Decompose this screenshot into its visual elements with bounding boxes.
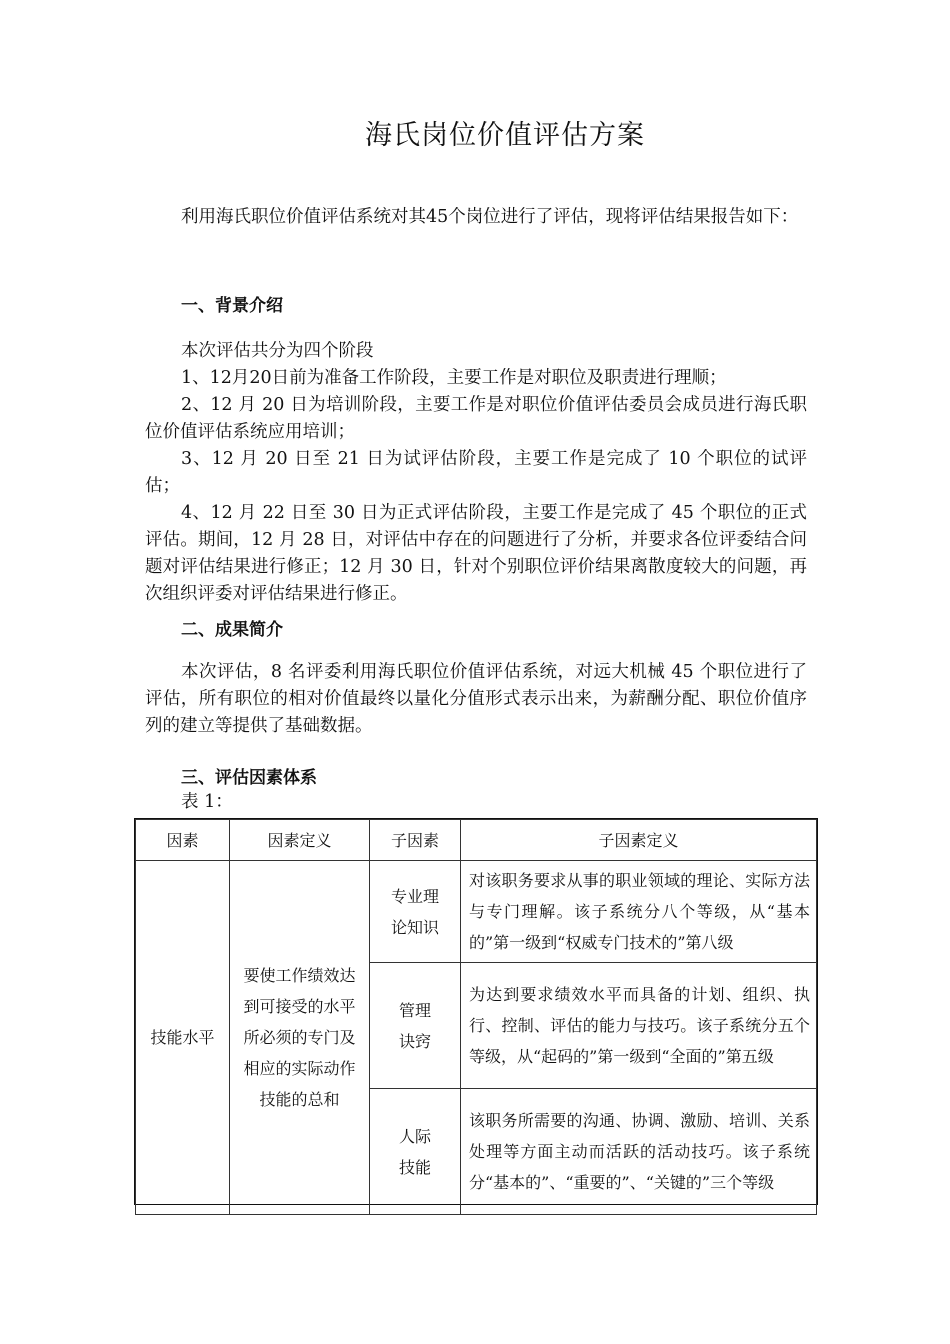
header-factor: 因素	[136, 820, 230, 861]
sub-factor-definition-cell: 为达到要求绩效水平而具备的计划、组织、执行、控制、评估的能力与技巧。该子系统分五个等级，从“起码的”第一级到“全面的”第五级	[461, 963, 817, 1089]
results-paragraph: 本次评估，8 名评委利用海氏职位价值评估系统，对远大机械 45 个职位进行了评估，所有职位的相对价值最终以量化分值形式表示出来，为薪酬分配、职位价值序列的建立等提供了基础数据。	[145, 662, 807, 736]
factor-definition-line: 所必须的专门及	[243, 1028, 356, 1047]
intro-paragraph: 利用海氏职位价值评估系统对其45个岗位进行了评估，现将评估结果报告如下：	[181, 207, 799, 227]
sub-factor-line: 专业理	[390, 886, 439, 906]
sub-factor-line: 论知识	[390, 917, 439, 937]
sub-factor-cell	[370, 963, 461, 1089]
factor-definition-line: 到可接受的水平	[243, 997, 356, 1016]
stage-item-1: 1、12月20日前为准备工作阶段，主要工作是对职位及职责进行理顺；	[181, 368, 727, 388]
factor-definition-cell	[230, 861, 370, 1215]
table-caption: 表 1：	[181, 792, 233, 812]
factor-table	[135, 819, 817, 1215]
sub-factor-cell	[370, 1089, 461, 1215]
document-title: 海氏岗位价值评估方案	[365, 120, 645, 151]
factor-definition-line: 要使工作绩效达	[243, 966, 356, 985]
header-sub-factor: 子因素	[370, 820, 461, 861]
section-heading-factor-system: 三、评估因素体系	[181, 768, 317, 788]
sub-factor-line: 人际	[398, 1126, 431, 1146]
sub-factor-line: 技能	[398, 1157, 431, 1177]
factor-definition-line: 技能的总和	[259, 1090, 340, 1109]
sub-factor-line: 诀窍	[398, 1031, 431, 1051]
background-section-body	[145, 338, 807, 608]
background-lead: 本次评估共分为四个阶段	[181, 341, 374, 361]
factor-cell: 技能水平	[136, 861, 230, 1215]
table-row	[136, 861, 817, 963]
factor-table-frame	[134, 818, 818, 1205]
sub-factor-definition-cell: 对该职务要求从事的职业领域的理论、实际方法与专门理解。该子系统分八个等级，从“基本的”第一级到“权威专门技术的”第八级	[461, 861, 817, 963]
factor-definition-line: 相应的实际动作	[243, 1059, 356, 1078]
section-heading-background: 一、背景介绍	[181, 296, 283, 316]
sub-factor-definition-cell: 该职务所需要的沟通、协调、激励、培训、关系处理等方面主动而活跃的活动技巧。该子系统分“基本的”、“重要的”、“关键的”三个等级	[461, 1089, 817, 1215]
section-heading-results: 二、成果简介	[181, 620, 283, 640]
stage-item-4: 4、12 月 22 日至 30 日为正式评估阶段，主要工作是完成了 45 个职位的正式评估。期间，12 月 28 日，对评估中存在的问题进行了分析，并要求各位评委结合问题对评估结果进行修正；12 月 30 日，针对个别职位评价结果离散度较大的问题，再次组织评委对评估结果进行修正。	[145, 503, 807, 604]
sub-factor-cell	[370, 861, 461, 963]
stage-item-3: 3、12 月 20 日至 21 日为试评估阶段，主要工作是完成了 10 个职位的试评估；	[145, 449, 807, 496]
stage-item-2: 2、12 月 20 日为培训阶段，主要工作是对职位价值评估委员会成员进行海氏职位价值评估系统应用培训；	[145, 395, 807, 442]
header-factor-definition: 因素定义	[230, 820, 370, 861]
table-header-row	[136, 820, 817, 861]
sub-factor-line: 管理	[398, 1000, 431, 1020]
header-sub-factor-definition: 子因素定义	[461, 820, 817, 861]
